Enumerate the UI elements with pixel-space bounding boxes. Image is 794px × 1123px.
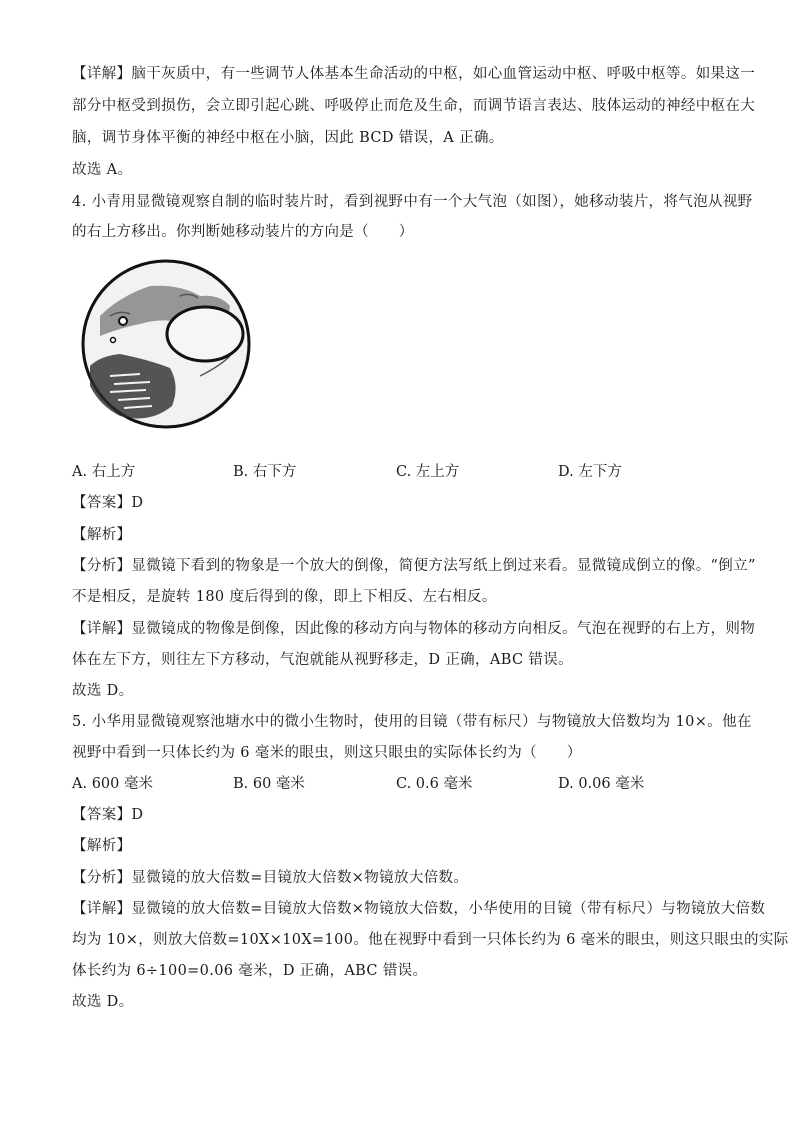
text-line: 【详解】显微镜的放大倍数=目镜放大倍数×物镜放大倍数，小华使用的目镜（带有标尺）与物镜放大倍数 [72, 901, 766, 917]
q5-option-b: B. 60 毫米 [233, 776, 305, 792]
text-line: 均为 10×，则放大倍数=10X×10X=100。他在视野中看到一只体长约为 6 毫米的眼虫，则这只眼虫的实际 [72, 932, 789, 948]
text-line: 故选 D。 [72, 683, 134, 699]
q4-analysis-heading: 【解析】 [72, 527, 132, 543]
q4-option-b: B. 右下方 [233, 464, 297, 480]
q5-answer: 【答案】D [72, 807, 144, 823]
q4-answer: 【答案】D [72, 495, 144, 511]
q4-option-d: D. 左下方 [558, 464, 622, 480]
text-line: 【分析】显微镜下看到的物象是一个放大的倒像，简便方法写纸上倒过来看。显微镜成倒立的像。“倒立” [72, 558, 756, 574]
question-5-stem: 视野中看到一只体长约为 6 毫米的眼虫，则这只眼虫的实际体长约为（ ） [72, 745, 582, 761]
q4-option-a: A. 右上方 [72, 464, 136, 480]
text-line: 脑，调节身体平衡的神经中枢在小脑，因此 BCD 错误，A 正确。 [72, 130, 504, 146]
text-line: 【分析】显微镜的放大倍数=目镜放大倍数×物镜放大倍数。 [72, 870, 469, 886]
question-5-stem: 5. 小华用显微镜观察池塘水中的微小生物时，使用的目镜（带有标尺）与物镜放大倍数均为 10×。他在 [72, 714, 752, 730]
text-line: 【详解】脑干灰质中，有一些调节人体基本生命活动的中枢，如心血管运动中枢、呼吸中枢等。如果这一 [72, 66, 756, 82]
q5-option-d: D. 0.06 毫米 [558, 776, 645, 792]
q5-option-c: C. 0.6 毫米 [396, 776, 473, 792]
q5-analysis-heading: 【解析】 [72, 838, 132, 854]
text-line: 故选 A。 [72, 162, 133, 178]
question-4-stem: 4. 小青用显微镜观察自制的临时装片时，看到视野中有一个大气泡（如图），她移动装片，将气泡从视野 [72, 194, 753, 210]
text-line: 不是相反，是旋转 180 度后得到的像，即上下相反、左右相反。 [72, 589, 497, 605]
q5-option-a: A. 600 毫米 [72, 776, 153, 792]
text-line: 体长约为 6÷100=0.06 毫米，D 正确，ABC 错误。 [72, 963, 428, 979]
question-4-stem: 的右上方移出。你判断她移动装片的方向是（ ） [72, 224, 414, 240]
text-line: 【详解】显微镜成的物像是倒像，因此像的移动方向与物体的移动方向相反。气泡在视野的右上方，则物 [72, 621, 756, 637]
text-line: 故选 D。 [72, 994, 134, 1010]
text-line: 体在左下方，则往左下方移动，气泡就能从视野移走，D 正确，ABC 错误。 [72, 652, 573, 668]
q4-option-c: C. 左上方 [396, 464, 460, 480]
text-line: 部分中枢受到损伤，会立即引起心跳、呼吸停止而危及生命，而调节语言表达、肢体运动的神经中枢在大 [72, 98, 756, 114]
microscope-field-figure [80, 256, 252, 432]
